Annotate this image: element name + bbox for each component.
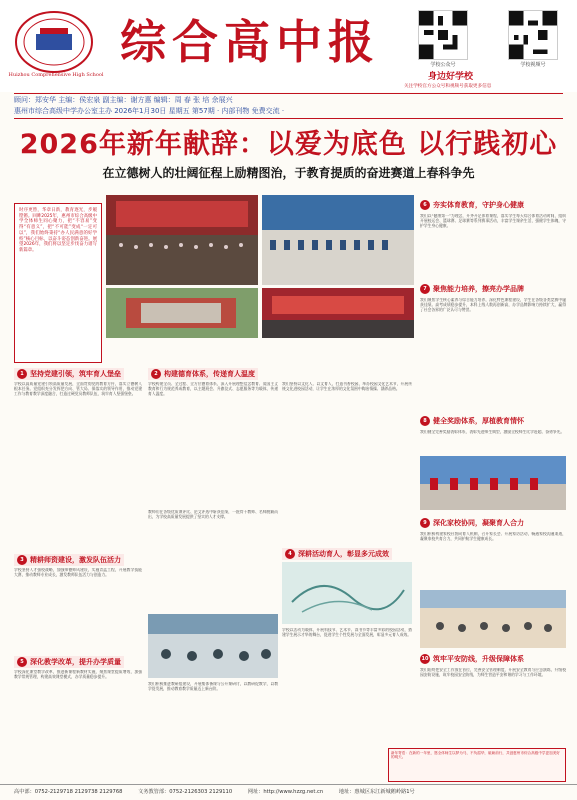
section-6-text: 我们以“健康第一”为理念，开齐开足体育课程，落实学生每天综合体育活动时间，组织开展校运会、篮球赛、足球赛等系列赛事活动，丰富学生课余生活，强健学生体魄，守护学生身心健康。 xyxy=(420,214,566,228)
page-headline: 2026年新年献辞：以爱为底色 以行践初心 xyxy=(19,129,558,160)
qr-code-video-account[interactable] xyxy=(508,10,558,60)
photo-award-ceremony xyxy=(420,456,566,510)
footer-address: 地址：惠城区东江新城鹅岭路1号 xyxy=(338,789,415,795)
issue-line: 惠州市综合高级中学办公室主办 2026年1月30日 星期五 第57期 · 内部刊物 免费交流 · xyxy=(14,107,285,115)
photo-student-assembly xyxy=(262,195,414,285)
section-title-6: 6 夯实体育教育，守护身心健康 xyxy=(420,200,524,210)
school-logo xyxy=(14,10,94,74)
section-3-text-cont: 教师们在各级优质课评比、论文评选中斩获佳绩，一批骨干教师、名师脱颖而出，为学校高质量发展提供了坚实的人才支撑。 xyxy=(148,510,278,519)
section-title-1: 1 坚持党建引领，筑牢育人堡垒 xyxy=(14,368,124,380)
section-4-text: 学校以活动为载体，开展科技节、艺术节、读书节等丰富多彩的校园活动，搭建学生展示才华的舞台，促进学生个性发展与全面发展，彰显多元育人成效。 xyxy=(282,628,412,637)
footer-website[interactable]: 网址：http://www.hzzg.net.cn xyxy=(247,789,324,795)
divider xyxy=(14,93,563,94)
divider xyxy=(14,118,563,119)
page-subheadline: 在立德树人的壮阔征程上励精图治，于教育提质的奋进赛道上春科争先 xyxy=(102,166,475,180)
qr-caption-left: 学校公众号 xyxy=(430,62,456,68)
slogan-sub: 关注学校官方公众号和视频号获取更多信息 xyxy=(404,84,492,89)
section-title-4: 4 深耕活动育人，彰显多元成效 xyxy=(282,548,392,560)
photo-stage-banner xyxy=(262,288,414,338)
section-5-text: 学校深化课堂教学改革，推进新课程新教材实施，聚焦课堂提质增效，加强教学常规管理，构建高效课堂模式，办学质量稳步提升。 xyxy=(14,670,142,679)
newspaper-title: 综合高中报 xyxy=(120,15,380,69)
section-1-text: 学校以高质量党建引领高质量发展，全面贯彻党的教育方针，落实立德树人根本任务。党组织充分发挥把方向、管大局、保落实的领导作用，推动党建工作与教育教学深度融合，打造过硬党员教师队伍，筑牢育人坚强堡垒。 xyxy=(14,382,142,396)
section-title-9: 9 深化家校协同，凝聚育人合力 xyxy=(420,518,524,528)
section-2-text-cont: 我们坚持以文化人、以文育人，打造书香校园，举办校园文化艺术节，开展传统文化进校园活动，让学生在浓厚的文化氛围中陶冶情操、涵养品格。 xyxy=(282,382,412,391)
section-title-8: 8 健全奖励体系，厚植教育情怀 xyxy=(420,416,524,426)
editorial-line: 顾问：郑安华 主编：侯宏泉 副主编：谢方惠 编辑：周 春 张 培 余展兴 xyxy=(14,96,233,104)
section-title-7: 7 聚焦能力培养，擦亮办学品牌 xyxy=(420,284,524,294)
section-10-text: 我们始终把安全工作放在首位，完善安全管理制度，开展安全教育与应急演练，升级校园安防设施，筑牢校园安全防线，为师生营造平安和谐的学习与工作环境。 xyxy=(420,668,566,677)
photo-ceremony-stage xyxy=(106,195,258,285)
qr-caption-right: 学校视频号 xyxy=(520,62,546,68)
section-8-text: 我们健全完善奖励表彰体系，表彰先进师生典型，激励全校师生比学赶超、奋勇争先。 xyxy=(420,430,565,434)
footer-office: 文务教管部：0752-2126303 2129110 xyxy=(138,789,233,795)
section-5-text-cont: 我们积极推进教研组建设，开展集体备课与公开课研讨，以教研促教学，以教学促发展，推动教育教学质量迈上新台阶。 xyxy=(148,682,278,691)
section-7-text: 我们聚焦学生核心素养与综合能力培养，深化特色课程建设，学生在各级各类竞赛中屡获佳绩。高考成绩稳步提升，本科上线人数再创新高，办学品牌影响力持续扩大，赢得了社会各界的广泛认可与赞誉。 xyxy=(420,298,566,312)
masthead xyxy=(0,0,577,92)
intro-text: 时序更替，华章日新，教育逐光，步履铿锵。回眸2025年，惠州市综合高级中学全体师生同心聚力，把“不容易”变得“有意义”，把“不可能”变成“一定可以”，我们始终秉持“办人民满意的好学校”核心目标，以奋斗姿态创新奋进。展望2026年，我们将以坚定步伐奋力谱写新篇章。 xyxy=(19,208,97,254)
photo-campus-aerial xyxy=(106,288,258,338)
section-title-2: 2 构建德育体系，传递育人温度 xyxy=(148,368,258,380)
qr-code-official-account[interactable] xyxy=(418,10,468,60)
footer xyxy=(0,784,577,800)
intro-box xyxy=(14,203,102,363)
section-title-3: 3 精耕师资建设，激发队伍活力 xyxy=(14,554,124,566)
logo-english-name: Huizhou Comprehensive High School xyxy=(8,72,104,78)
section-9-text: 我们积极构建家校社协同育人机制，召开家长会、开展家访活动，畅通家校沟通渠道，凝聚家校共育合力，共同护航学生健康成长。 xyxy=(420,532,566,541)
section-title-5: 5 深化教学改革，提升办学质量 xyxy=(14,656,124,668)
section-2-text: 学校构建全员、全过程、全方位德育体系，深入开展理想信念教育、爱国主义教育和行为规范养成教育，以主题班会、升旗仪式、志愿服务等为载体，传递育人温度。 xyxy=(148,382,278,396)
section-title-10: 10 筑牢平安防线，升级保障体系 xyxy=(421,654,524,663)
footer-phone: 高中部：0752-2129718 2129738 2129768 xyxy=(14,789,123,795)
photo-calligraphy-art xyxy=(282,562,412,624)
new-year-notice: 新年寄语：在新的一年里，愿全体师生以梦为马，不负韶华，砥砺前行，共创惠州市综合高级中学更加美好的明天。 xyxy=(388,748,566,782)
section-3-text: 学校坚持人才强校战略，加强师德师风建设，实施青蓝工程，开展教学技能大赛，推动教师专业成长，激发教师队伍活力与创造力。 xyxy=(14,568,142,577)
photo-classroom xyxy=(148,614,278,678)
slogan: 身边好学校 xyxy=(428,72,474,82)
photo-parent-meeting xyxy=(420,590,566,648)
